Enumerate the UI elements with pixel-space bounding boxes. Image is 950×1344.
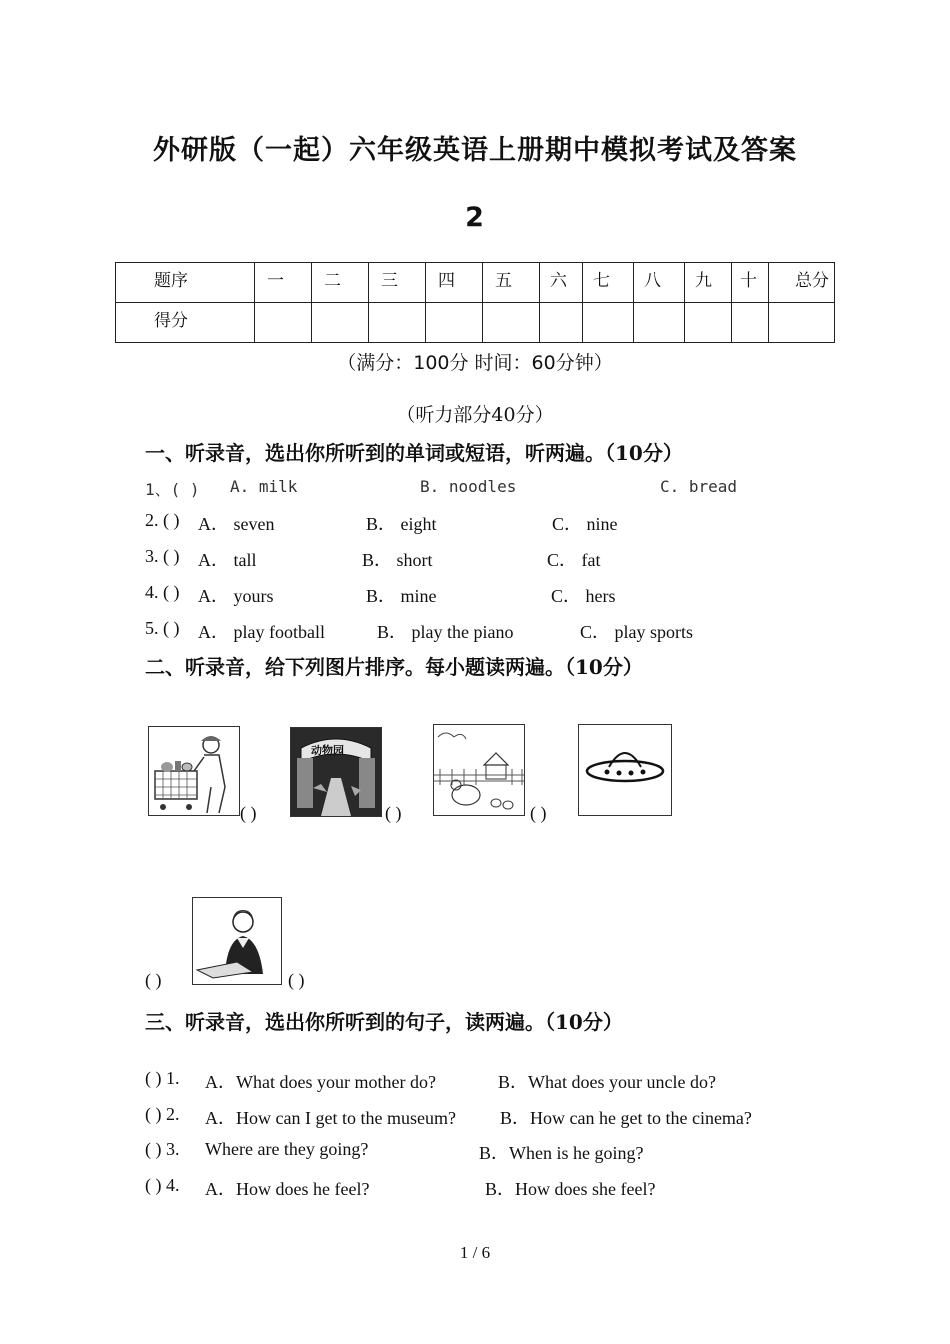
q1-option-b: B. noodles <box>420 477 517 496</box>
q3-number: 3. ( ) <box>145 546 180 566</box>
score-cell[interactable] <box>583 303 634 343</box>
q1-option-a: A. milk <box>230 477 298 496</box>
q4-option-a: A． yours <box>198 586 274 606</box>
q5-option-b: B． play the piano <box>377 622 514 642</box>
score-header-cell: 三 <box>369 263 426 303</box>
listening-part-label: （听力部分40分） <box>396 404 554 426</box>
q3-option-a: A． tall <box>198 550 257 570</box>
score-cell[interactable] <box>732 303 769 343</box>
q2-option-b: B． eight <box>366 514 437 534</box>
section1-heading: 一、听录音，选出你所听到的单词或短语，听两遍。（10分） <box>145 441 683 465</box>
answer-blank[interactable]: ( ) <box>288 970 305 990</box>
s3-q3-option-b: B．When is he going? <box>479 1143 644 1163</box>
s3-q4-option-a: A．How does he feel? <box>205 1179 370 1199</box>
q1-number: 1、( ) <box>145 480 200 499</box>
score-header-cell: 七 <box>583 263 634 303</box>
score-cell[interactable] <box>255 303 312 343</box>
page-number: 1 / 6 <box>459 1243 491 1262</box>
s3-q2-option-a: A．How can I get to the museum? <box>205 1108 456 1128</box>
s3-q3-number: ( ) 3. <box>145 1139 180 1159</box>
score-cell[interactable] <box>426 303 483 343</box>
score-table <box>115 262 835 343</box>
s3-q4-number: ( ) 4. <box>145 1175 180 1195</box>
document-title: 外研版（一起）六年级英语上册期中模拟考试及答案 <box>153 135 797 166</box>
score-header-cell: 六 <box>540 263 583 303</box>
q4-option-b: B． mine <box>366 586 437 606</box>
answer-blank[interactable]: ( ) <box>530 803 547 823</box>
answer-blank[interactable]: ( ) <box>240 803 257 823</box>
score-header-cell: 八 <box>634 263 685 303</box>
q5-option-c: C． play sports <box>580 622 694 642</box>
q4-number: 4. ( ) <box>145 582 180 602</box>
score-table-score-row <box>116 303 835 343</box>
s3-q1-number: ( ) 1. <box>145 1068 180 1088</box>
zoo-gate-picture <box>290 727 382 817</box>
s3-q1-option-b: B．What does your uncle do? <box>498 1072 716 1092</box>
q2-option-c: C． nine <box>552 514 618 534</box>
s3-q3-option-a: Where are they going? <box>205 1139 369 1159</box>
score-cell[interactable] <box>634 303 685 343</box>
s3-q1-option-a: A．What does your mother do? <box>205 1072 436 1092</box>
answer-blank[interactable]: ( ) <box>385 803 402 823</box>
score-header-cell: 十 <box>732 263 769 303</box>
section3-heading: 三、听录音，选出你所听到的句子，读两遍。（10分） <box>145 1010 623 1034</box>
q2-option-a: A． seven <box>198 514 275 534</box>
q2-number: 2. ( ) <box>145 510 180 530</box>
q5-option-a: A． play football <box>198 622 325 642</box>
q3-option-b: B． short <box>362 550 433 570</box>
score-header-cell: 五 <box>483 263 540 303</box>
ufo-picture <box>578 724 672 816</box>
score-cell[interactable] <box>540 303 583 343</box>
exam-info: （满分：100分 时间：60分钟） <box>337 352 613 374</box>
q4-option-c: C． hers <box>551 586 616 606</box>
score-cell[interactable] <box>685 303 732 343</box>
q5-number: 5. ( ) <box>145 618 180 638</box>
woman-writing-picture <box>192 897 282 985</box>
farm-picture <box>433 724 525 816</box>
score-header-cell: 二 <box>312 263 369 303</box>
document-title-number: 2 <box>465 202 485 233</box>
q1-option-c: C. bread <box>660 477 738 496</box>
score-header-cell: 总分 <box>769 263 835 303</box>
score-header-cell: 题序 <box>116 263 255 303</box>
score-cell[interactable] <box>369 303 426 343</box>
score-cell[interactable] <box>312 303 369 343</box>
score-cell[interactable] <box>483 303 540 343</box>
score-table-header-row <box>116 263 835 303</box>
s3-q2-number: ( ) 2. <box>145 1104 180 1124</box>
answer-blank[interactable]: ( ) <box>145 970 162 990</box>
score-cell[interactable] <box>769 303 835 343</box>
score-row-label: 得分 <box>116 303 255 343</box>
score-header-cell: 九 <box>685 263 732 303</box>
zoo-sign-text: 动物园 <box>311 744 344 757</box>
section2-heading: 二、听录音，给下列图片排序。每小题读两遍。（10分） <box>145 655 643 679</box>
s3-q4-option-b: B．How does she feel? <box>485 1179 656 1199</box>
q3-option-c: C． fat <box>547 550 601 570</box>
shopping-cart-picture <box>148 726 240 816</box>
score-header-cell: 四 <box>426 263 483 303</box>
score-header-cell: 一 <box>255 263 312 303</box>
s3-q2-option-b: B．How can he get to the cinema? <box>500 1108 752 1128</box>
